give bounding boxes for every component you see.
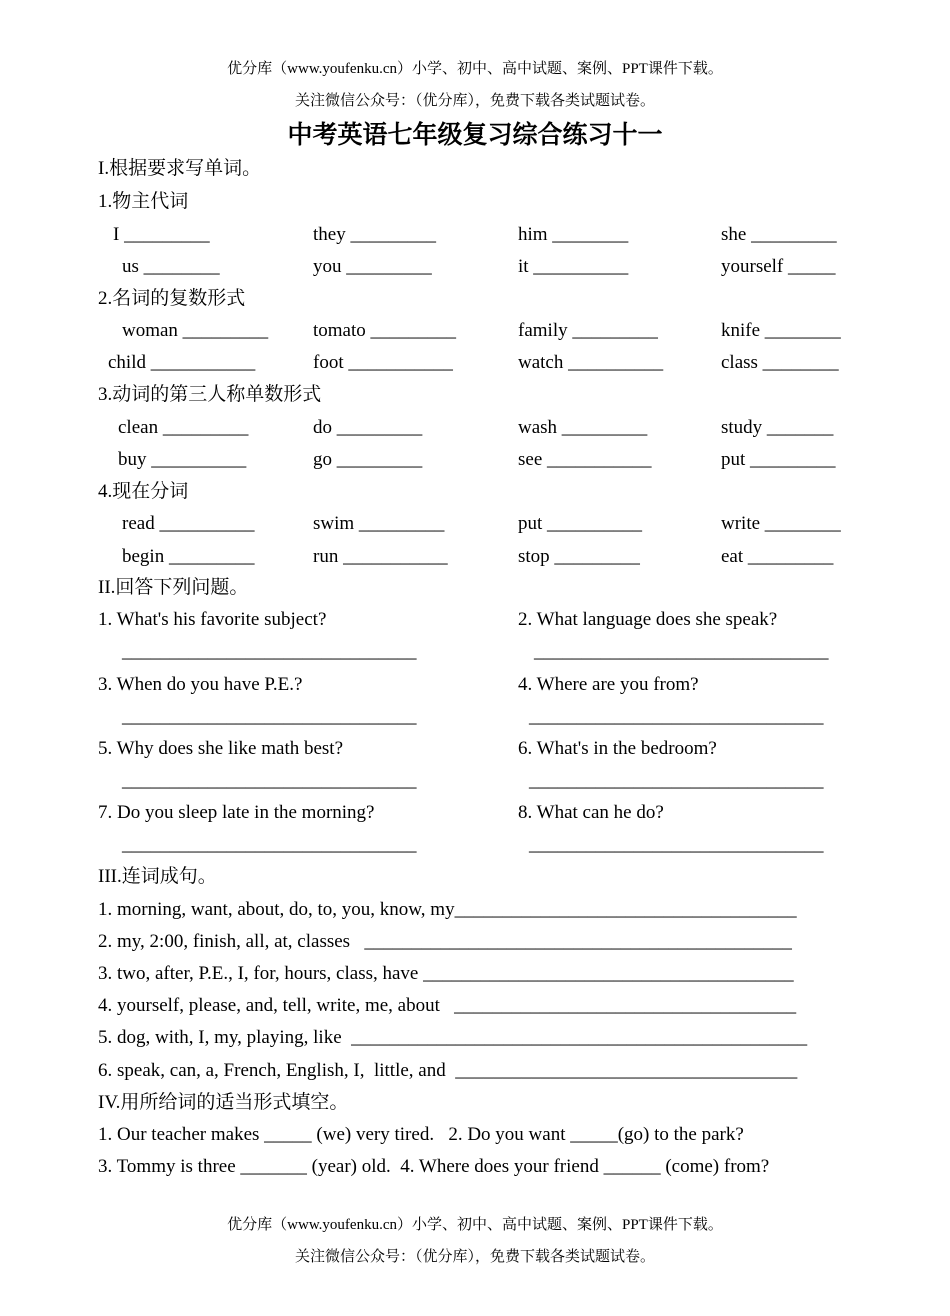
- word-blank[interactable]: foot ___________: [313, 352, 453, 373]
- answer-line[interactable]: _______________________________: [122, 770, 417, 791]
- section-2-heading: II.回答下列问题。: [98, 577, 249, 598]
- question: 2. What language does she speak?: [518, 609, 778, 630]
- group-2-heading: 2.名词的复数形式: [98, 288, 246, 309]
- answer-line[interactable]: _______________________________: [122, 706, 417, 727]
- sentence-item[interactable]: 4. yourself, please, and, tell, write, me, about ____________________________________: [98, 995, 797, 1016]
- word-blank[interactable]: buy __________: [118, 449, 247, 470]
- word-blank[interactable]: knife ________: [721, 320, 841, 341]
- fill-in-line[interactable]: 1. Our teacher makes _____ (we) very tired. 2. Do you want _____(go) to the park?: [98, 1124, 744, 1145]
- question: 3. When do you have P.E.?: [98, 674, 303, 695]
- header-line-2: 关注微信公众号：（优分库），免费下载各类试题试卷。: [294, 93, 655, 109]
- word-blank[interactable]: they _________: [313, 224, 436, 245]
- section-4-heading: IV.用所给词的适当形式填空。: [98, 1092, 349, 1113]
- word-blank[interactable]: read __________: [122, 513, 255, 534]
- word-blank[interactable]: child ___________: [108, 352, 256, 373]
- word-blank[interactable]: I _________: [113, 224, 210, 245]
- word-blank[interactable]: write ________: [721, 513, 841, 534]
- word-blank[interactable]: watch __________: [518, 352, 664, 373]
- word-blank[interactable]: it __________: [518, 256, 629, 277]
- question: 7. Do you sleep late in the morning?: [98, 802, 375, 823]
- word-blank[interactable]: woman _________: [122, 320, 269, 341]
- group-3-heading: 3.动词的第三人称单数形式: [98, 384, 322, 405]
- word-blank[interactable]: go _________: [313, 449, 423, 470]
- word-blank[interactable]: she _________: [721, 224, 837, 245]
- word-blank[interactable]: clean _________: [118, 417, 249, 438]
- word-blank[interactable]: tomato _________: [313, 320, 457, 341]
- word-blank[interactable]: run ___________: [313, 546, 448, 567]
- footer-line-1: 优分库（www.youfenku.cn）小学、初中、高中试题、案例、PPT课件下载。: [227, 1217, 723, 1233]
- footer-line-2: 关注微信公众号：（优分库），免费下载各类试题试卷。: [294, 1249, 655, 1265]
- section-1-heading: I.根据要求写单词。: [98, 158, 262, 179]
- answer-line[interactable]: _______________________________: [122, 641, 417, 662]
- question: 1. What's his favorite subject?: [98, 609, 327, 630]
- word-blank[interactable]: swim _________: [313, 513, 445, 534]
- word-blank[interactable]: family _________: [518, 320, 658, 341]
- answer-line[interactable]: _______________________________: [529, 706, 824, 727]
- question: 5. Why does she like math best?: [98, 738, 344, 759]
- sentence-item[interactable]: 5. dog, with, I, my, playing, like ________________________________________________: [98, 1027, 808, 1048]
- word-blank[interactable]: class ________: [721, 352, 839, 373]
- header-line-1: 优分库（www.youfenku.cn）小学、初中、高中试题、案例、PPT课件下载。: [227, 61, 723, 77]
- word-blank[interactable]: put __________: [518, 513, 643, 534]
- word-blank[interactable]: you _________: [313, 256, 432, 277]
- word-blank[interactable]: him ________: [518, 224, 629, 245]
- fill-in-line[interactable]: 3. Tommy is three _______ (year) old. 4. Where does your friend ______ (come) from?: [98, 1156, 770, 1177]
- word-blank[interactable]: yourself _____: [721, 256, 836, 277]
- answer-line[interactable]: _______________________________: [534, 641, 829, 662]
- sentence-item[interactable]: 3. two, after, P.E., I, for, hours, class, have _______________________________________: [98, 963, 794, 984]
- question: 4. Where are you from?: [518, 674, 699, 695]
- word-blank[interactable]: put _________: [721, 449, 836, 470]
- answer-line[interactable]: _______________________________: [529, 770, 824, 791]
- sentence-item[interactable]: 6. speak, can, a, French, English, I, little, and ____________________________________: [98, 1060, 798, 1081]
- word-blank[interactable]: see ___________: [518, 449, 652, 470]
- group-1-heading: 1.物主代词: [98, 191, 189, 212]
- word-blank[interactable]: begin _________: [122, 546, 255, 567]
- section-3-heading: III.连词成句。: [98, 866, 217, 887]
- sentence-item[interactable]: 1. morning, want, about, do, to, you, know, my____________________________________: [98, 899, 797, 920]
- question: 6. What's in the bedroom?: [518, 738, 717, 759]
- sentence-item[interactable]: 2. my, 2:00, finish, all, at, classes _____________________________________________: [98, 931, 792, 952]
- question: 8. What can he do?: [518, 802, 664, 823]
- word-blank[interactable]: study _______: [721, 417, 834, 438]
- group-4-heading: 4.现在分词: [98, 481, 189, 502]
- answer-line[interactable]: _______________________________: [122, 834, 417, 855]
- answer-line[interactable]: _______________________________: [529, 834, 824, 855]
- word-blank[interactable]: do _________: [313, 417, 423, 438]
- page-title: 中考英语七年级复习综合练习十一: [287, 122, 663, 149]
- word-blank[interactable]: stop _________: [518, 546, 640, 567]
- word-blank[interactable]: eat _________: [721, 546, 834, 567]
- word-blank[interactable]: us ________: [122, 256, 220, 277]
- word-blank[interactable]: wash _________: [518, 417, 648, 438]
